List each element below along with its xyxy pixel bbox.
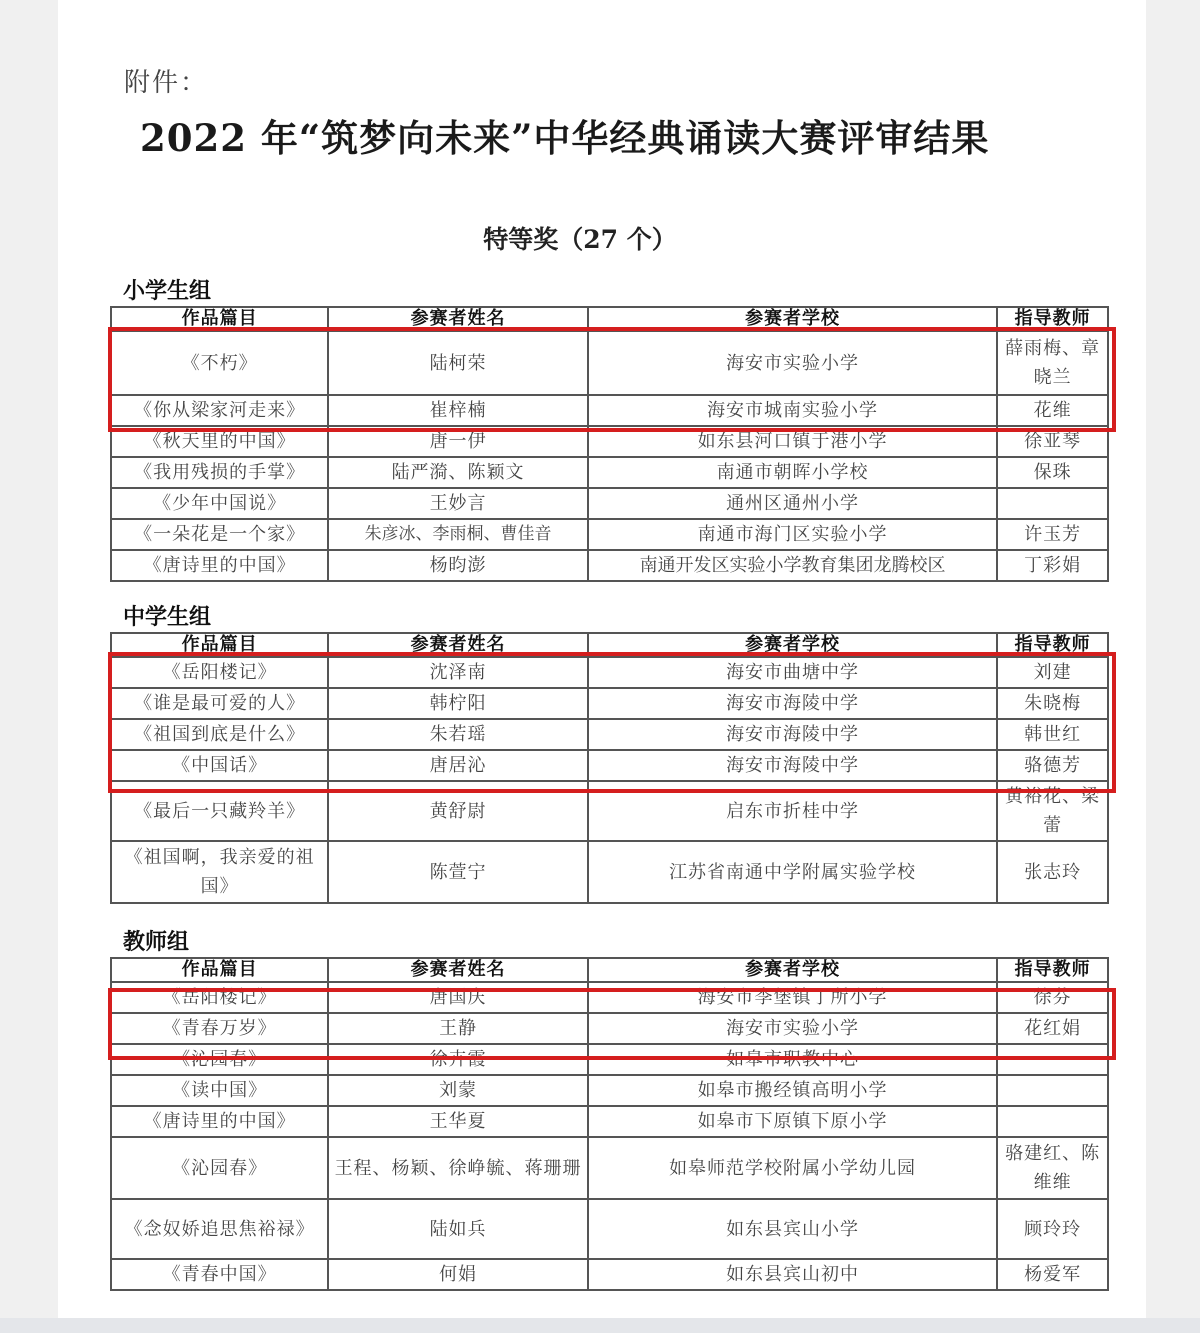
cell-work: 《读中国》 — [111, 1075, 328, 1106]
cell-school: 南通市朝晖小学校 — [588, 457, 997, 488]
col-header-school: 参赛者学校 — [588, 958, 997, 982]
cell-work: 《祖国啊，我亲爱的祖国》 — [111, 841, 328, 903]
table-row — [111, 1013, 1108, 1044]
cell-work: 《谁是最可爱的人》 — [111, 688, 328, 719]
table-header-row — [111, 958, 1108, 982]
table-row — [111, 550, 1108, 581]
cell-work: 《秋天里的中国》 — [111, 426, 328, 457]
cell-work: 《念奴娇追思焦裕禄》 — [111, 1199, 328, 1259]
cell-work: 《沁园春》 — [111, 1044, 328, 1075]
table-row — [111, 750, 1108, 781]
cell-work: 《岳阳楼记》 — [111, 982, 328, 1013]
group-title-primary: 小学生组 — [123, 279, 212, 304]
cell-name: 唐国庆 — [328, 982, 588, 1013]
document-title: 2022 年“筑梦向未来”中华经典诵读大赛评审结果 — [140, 116, 990, 160]
cell-name: 徐卉霞 — [328, 1044, 588, 1075]
group-title-middle: 中学生组 — [123, 605, 212, 630]
cell-name: 韩柠阳 — [328, 688, 588, 719]
col-header-work: 作品篇目 — [111, 307, 328, 331]
cell-school: 南通市海门区实验小学 — [588, 519, 997, 550]
cell-school: 海安市城南实验小学 — [588, 395, 997, 426]
cell-teacher: 许玉芳 — [997, 519, 1108, 550]
table-row — [111, 395, 1108, 426]
cell-name: 何娟 — [328, 1259, 588, 1290]
table-row — [111, 781, 1108, 841]
cell-school: 海安市海陵中学 — [588, 688, 997, 719]
cell-teacher: 朱晓梅 — [997, 688, 1108, 719]
attachment-label: 附件： — [124, 68, 209, 98]
cell-school: 如皋师范学校附属小学幼儿园 — [588, 1137, 997, 1199]
cell-work: 《唐诗里的中国》 — [111, 550, 328, 581]
cell-school: 如皋市职教中心 — [588, 1044, 997, 1075]
col-header-work: 作品篇目 — [111, 958, 328, 982]
cell-school: 如皋市下原镇下原小学 — [588, 1106, 997, 1137]
cell-name: 陆如兵 — [328, 1199, 588, 1259]
col-header-teacher: 指导教师 — [997, 307, 1108, 331]
table-header-row — [111, 307, 1108, 331]
table-row — [111, 982, 1108, 1013]
cell-name: 唐居沁 — [328, 750, 588, 781]
cell-name: 王妙言 — [328, 488, 588, 519]
cell-teacher: 刘建 — [997, 657, 1108, 688]
cell-name: 崔梓楠 — [328, 395, 588, 426]
cell-school: 海安市实验小学 — [588, 1013, 997, 1044]
results-table-middle — [110, 632, 1109, 904]
cell-school: 江苏省南通中学附属实验学校 — [588, 841, 997, 903]
cell-name: 王华夏 — [328, 1106, 588, 1137]
cell-name: 黄舒尉 — [328, 781, 588, 841]
viewer-bottom-bar — [0, 1318, 1200, 1333]
cell-school: 启东市折桂中学 — [588, 781, 997, 841]
cell-teacher — [997, 488, 1108, 519]
col-header-school: 参赛者学校 — [588, 633, 997, 657]
cell-school: 如东县宾山小学 — [588, 1199, 997, 1259]
cell-teacher: 徐芬 — [997, 982, 1108, 1013]
cell-teacher: 张志玲 — [997, 841, 1108, 903]
cell-school: 海安市实验小学 — [588, 331, 997, 395]
cell-school: 海安市海陵中学 — [588, 750, 997, 781]
cell-work: 《唐诗里的中国》 — [111, 1106, 328, 1137]
cell-teacher: 骆建红、陈维维 — [997, 1137, 1108, 1199]
cell-teacher: 丁彩娟 — [997, 550, 1108, 581]
col-header-name: 参赛者姓名 — [328, 958, 588, 982]
cell-work: 《青春中国》 — [111, 1259, 328, 1290]
cell-name: 朱若瑶 — [328, 719, 588, 750]
cell-work: 《不朽》 — [111, 331, 328, 395]
cell-teacher: 黄裕花、梁蕾 — [997, 781, 1108, 841]
cell-teacher: 韩世红 — [997, 719, 1108, 750]
cell-school: 如东县河口镇于港小学 — [588, 426, 997, 457]
cell-name: 唐一伊 — [328, 426, 588, 457]
cell-work: 《你从梁家河走来》 — [111, 395, 328, 426]
cell-work: 《少年中国说》 — [111, 488, 328, 519]
col-header-teacher: 指导教师 — [997, 633, 1108, 657]
results-table-primary — [110, 306, 1109, 582]
cell-name: 刘蒙 — [328, 1075, 588, 1106]
cell-work: 《一朵花是一个家》 — [111, 519, 328, 550]
cell-name: 沈泽南 — [328, 657, 588, 688]
table-row — [111, 688, 1108, 719]
table-row — [111, 457, 1108, 488]
table-row — [111, 519, 1108, 550]
cell-work: 《最后一只藏羚羊》 — [111, 781, 328, 841]
cell-work: 《沁园春》 — [111, 1137, 328, 1199]
cell-school: 通州区通州小学 — [588, 488, 997, 519]
cell-school: 如皋市搬经镇高明小学 — [588, 1075, 997, 1106]
table-row — [111, 488, 1108, 519]
cell-school: 南通开发区实验小学教育集团龙腾校区 — [588, 550, 997, 581]
cell-teacher: 顾玲玲 — [997, 1199, 1108, 1259]
cell-name: 陆柯荣 — [328, 331, 588, 395]
cell-work: 《我用残损的手掌》 — [111, 457, 328, 488]
cell-school: 海安市李堡镇丁所小学 — [588, 982, 997, 1013]
cell-school: 海安市海陵中学 — [588, 719, 997, 750]
table-row — [111, 426, 1108, 457]
table-row — [111, 719, 1108, 750]
cell-teacher: 花维 — [997, 395, 1108, 426]
award-title: 特等奖（27 个） — [483, 225, 677, 254]
table-row — [111, 1075, 1108, 1106]
table-row — [111, 841, 1108, 903]
cell-teacher: 徐亚琴 — [997, 426, 1108, 457]
cell-work: 《中国话》 — [111, 750, 328, 781]
table-row — [111, 1259, 1108, 1290]
col-header-work: 作品篇目 — [111, 633, 328, 657]
cell-teacher: 骆德芳 — [997, 750, 1108, 781]
col-header-name: 参赛者姓名 — [328, 633, 588, 657]
col-header-name: 参赛者姓名 — [328, 307, 588, 331]
cell-teacher: 薛雨梅、章晓兰 — [997, 331, 1108, 395]
cell-name: 陈萱宁 — [328, 841, 588, 903]
group-title-teacher: 教师组 — [123, 930, 190, 955]
table-row — [111, 331, 1108, 395]
table-header-row — [111, 633, 1108, 657]
cell-teacher — [997, 1106, 1108, 1137]
cell-teacher — [997, 1044, 1108, 1075]
table-row — [111, 1106, 1108, 1137]
cell-name: 王程、杨颖、徐峥毓、蒋珊珊 — [328, 1137, 588, 1199]
table-row — [111, 1199, 1108, 1259]
table-row — [111, 657, 1108, 688]
cell-name: 朱彦冰、李雨桐、曹佳音 — [328, 519, 588, 550]
table-row — [111, 1044, 1108, 1075]
table-row — [111, 1137, 1108, 1199]
cell-teacher: 杨爱军 — [997, 1259, 1108, 1290]
cell-teacher: 保珠 — [997, 457, 1108, 488]
cell-work: 《祖国到底是什么》 — [111, 719, 328, 750]
cell-teacher — [997, 1075, 1108, 1106]
col-header-teacher: 指导教师 — [997, 958, 1108, 982]
cell-name: 陆严漪、陈颖文 — [328, 457, 588, 488]
cell-school: 海安市曲塘中学 — [588, 657, 997, 688]
cell-name: 杨昀澎 — [328, 550, 588, 581]
cell-school: 如东县宾山初中 — [588, 1259, 997, 1290]
cell-teacher: 花红娟 — [997, 1013, 1108, 1044]
cell-work: 《青春万岁》 — [111, 1013, 328, 1044]
cell-work: 《岳阳楼记》 — [111, 657, 328, 688]
cell-name: 王静 — [328, 1013, 588, 1044]
col-header-school: 参赛者学校 — [588, 307, 997, 331]
results-table-teacher — [110, 957, 1109, 1291]
